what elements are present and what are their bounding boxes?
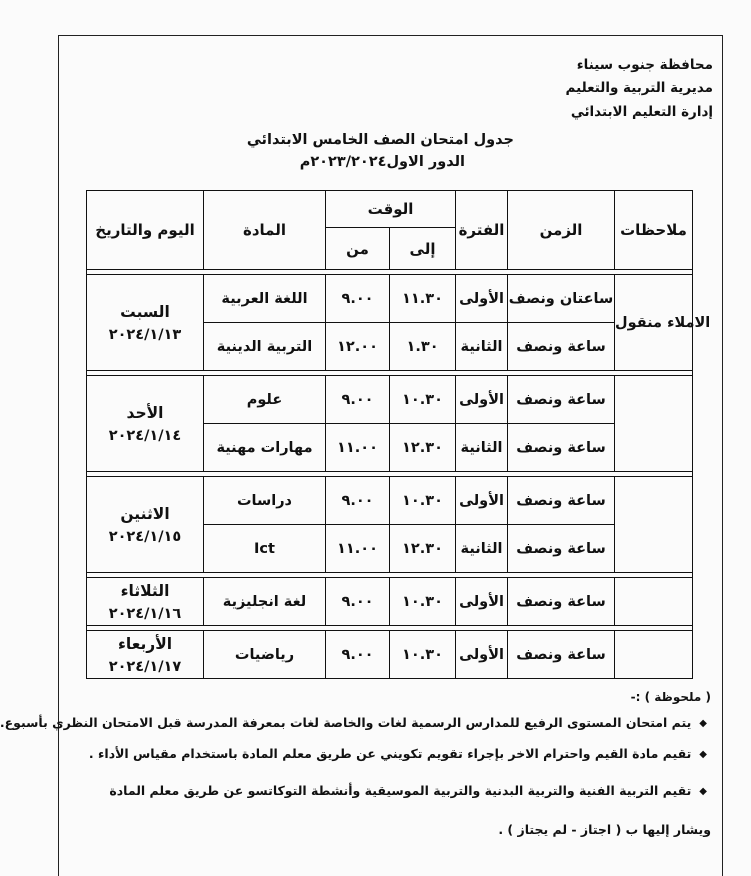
time-from-cell: ٩.٠٠ bbox=[326, 376, 390, 424]
header-to: إلى bbox=[390, 228, 456, 270]
header-period: الفترة bbox=[456, 191, 508, 270]
note-item-3: ◆تقيم التربية الفنية والتربية البدنية والتربية الموسيقية وأنشطة التوكاتسو عن طريق معلم المادة bbox=[109, 783, 707, 798]
time-from-cell: ١٢.٠٠ bbox=[326, 323, 390, 371]
table-row bbox=[87, 578, 693, 626]
note-cell bbox=[615, 578, 693, 626]
time-from-cell: ١١.٠٠ bbox=[326, 525, 390, 573]
bullet-icon: ◆ bbox=[699, 786, 707, 797]
header-administration: إدارة التعليم الابتدائي bbox=[570, 104, 713, 120]
header-from: من bbox=[326, 228, 390, 270]
header-directorate: مديرية التربية والتعليم bbox=[565, 80, 713, 96]
subject-cell: لغة انجليزية bbox=[204, 578, 326, 626]
day-name: السبت bbox=[120, 302, 170, 321]
subject-cell: رياضيات bbox=[204, 631, 326, 679]
table-row bbox=[87, 275, 693, 323]
note-cell bbox=[615, 631, 693, 679]
duration-cell: ساعتان ونصف bbox=[508, 275, 615, 323]
time-to-cell: ١١.٣٠ bbox=[390, 275, 456, 323]
subject-cell: مهارات مهنية bbox=[204, 424, 326, 472]
subject-cell: دراسات bbox=[204, 477, 326, 525]
time-to-cell: ١٢.٣٠ bbox=[390, 424, 456, 472]
note-cell bbox=[615, 477, 693, 573]
time-to-cell: ١٠.٣٠ bbox=[390, 477, 456, 525]
duration-cell: ساعة ونصف bbox=[508, 376, 615, 424]
time-from-cell: ٩.٠٠ bbox=[326, 477, 390, 525]
table-row bbox=[87, 376, 693, 424]
period-cell: الثانية bbox=[456, 525, 508, 573]
time-from-cell: ٩.٠٠ bbox=[326, 578, 390, 626]
time-from-cell: ٩.٠٠ bbox=[326, 631, 390, 679]
subject-cell: Ict bbox=[204, 525, 326, 573]
schedule-body bbox=[87, 191, 711, 679]
day-date-cell bbox=[87, 578, 204, 626]
day-name: الأربعاء bbox=[117, 634, 173, 653]
time-to-cell: ١٢.٣٠ bbox=[390, 525, 456, 573]
day-date-cell bbox=[87, 477, 204, 573]
day-name: الأحد bbox=[126, 403, 164, 422]
header-subject: المادة bbox=[204, 191, 326, 270]
bullet-icon: ◆ bbox=[699, 718, 707, 729]
page-title: جدول امتحان الصف الخامس الابتدائي bbox=[246, 132, 514, 148]
subject-cell: اللغة العربية bbox=[204, 275, 326, 323]
duration-cell: ساعة ونصف bbox=[508, 323, 615, 371]
page-subtitle: الدور الاول٢٠٢٣/٢٠٢٤م bbox=[299, 154, 465, 170]
day-name: الاثنين bbox=[120, 504, 170, 523]
period-cell: الأولى bbox=[456, 578, 508, 626]
note-item-2: ◆تقيم مادة القيم واحترام الاخر بإجراء تقويم تكويني عن طريق معلم المادة باستخدام مقياس الأداء . bbox=[88, 746, 707, 761]
duration-cell: ساعة ونصف bbox=[508, 525, 615, 573]
bullet-icon: ◆ bbox=[699, 749, 707, 760]
notes-heading: ( ملحوظة ) :- bbox=[630, 690, 711, 704]
day-date: ٢٠٢٤/١/١٤ bbox=[108, 427, 182, 444]
period-cell: الأولى bbox=[456, 275, 508, 323]
time-to-cell: ١٠.٣٠ bbox=[390, 376, 456, 424]
note-cell bbox=[615, 376, 693, 472]
note-item-1: ◆يتم امتحان المستوى الرفيع للمدارس الرسمية لغات والخاصة لغات بمعرفة المدرسة قبل الامتحان النظري بأسبوع. bbox=[0, 715, 707, 730]
day-date-cell bbox=[87, 275, 204, 371]
header-day-date: اليوم والتاريخ bbox=[87, 191, 204, 270]
note-pass-fail: ويشار إليها ب ( اجتاز - لم يجتاز ) . bbox=[498, 822, 711, 837]
table-row bbox=[87, 477, 693, 525]
time-from-cell: ١١.٠٠ bbox=[326, 424, 390, 472]
period-cell: الأولى bbox=[456, 631, 508, 679]
header-notes: ملاحظات bbox=[615, 191, 693, 270]
duration-cell: ساعة ونصف bbox=[508, 477, 615, 525]
day-date-cell bbox=[87, 376, 204, 472]
subject-cell: علوم bbox=[204, 376, 326, 424]
time-to-cell: ١٠.٣٠ bbox=[390, 578, 456, 626]
duration-cell: ساعة ونصف bbox=[508, 631, 615, 679]
duration-cell: ساعة ونصف bbox=[508, 424, 615, 472]
day-date: ٢٠٢٤/١/١٦ bbox=[108, 605, 182, 622]
duration-cell: ساعة ونصف bbox=[508, 578, 615, 626]
period-cell: الأولى bbox=[456, 477, 508, 525]
period-cell: الثانية bbox=[456, 323, 508, 371]
time-from-cell: ٩.٠٠ bbox=[326, 275, 390, 323]
table-row bbox=[87, 631, 693, 679]
subject-cell: التربية الدينية bbox=[204, 323, 326, 371]
time-to-cell: ١٠.٣٠ bbox=[390, 631, 456, 679]
header-row bbox=[87, 191, 693, 228]
header-duration: الزمن bbox=[508, 191, 615, 270]
day-date: ٢٠٢٤/١/١٥ bbox=[108, 528, 182, 545]
header-time: الوقت bbox=[326, 191, 456, 228]
day-name: الثلاثاء bbox=[120, 581, 170, 600]
period-cell: الأولى bbox=[456, 376, 508, 424]
day-date: ٢٠٢٤/١/١٧ bbox=[108, 658, 182, 675]
header-governorate: محافظة جنوب سيناء bbox=[576, 57, 713, 73]
exam-schedule-table bbox=[86, 190, 711, 679]
day-date: ٢٠٢٤/١/١٣ bbox=[108, 326, 182, 343]
note-cell: الاملاء منقول bbox=[615, 275, 693, 371]
period-cell: الثانية bbox=[456, 424, 508, 472]
day-date-cell bbox=[87, 631, 204, 679]
time-to-cell: ١.٣٠ bbox=[390, 323, 456, 371]
